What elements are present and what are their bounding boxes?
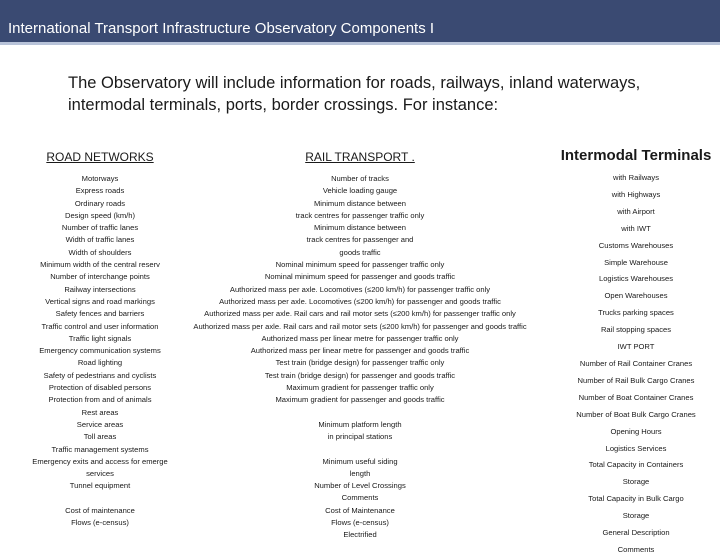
road-networks-item: Minimum width of the central reserv bbox=[40, 260, 160, 270]
intermodal-terminals-item: with Airport bbox=[617, 206, 655, 216]
intro-line-1: The Observatory will include information for roads, railways, inland waterways, bbox=[68, 74, 641, 92]
rail-transport-item: Vehicle loading gauge bbox=[322, 186, 398, 196]
rail-transport-item: Number of Level Crossings bbox=[314, 481, 406, 491]
rail-transport-item: in principal stations bbox=[327, 431, 393, 441]
intermodal-terminals-item: Number of Boat Container Cranes bbox=[578, 392, 694, 402]
rail-transport-column bbox=[168, 150, 552, 542]
slide-title: International Transport Infrastructure Observatory Components I bbox=[8, 20, 435, 37]
rail-transport-item: Authorized mass per axle. Rail cars and rail motor sets (≤200 km/h) for passenger and goods traffic bbox=[193, 321, 527, 331]
rail-transport-item: Maximum gradient for passenger traffic only bbox=[286, 383, 434, 393]
rail-transport-heading: RAIL TRANSPORT . bbox=[305, 150, 415, 164]
intermodal-terminals-item: Storage bbox=[622, 477, 650, 487]
rail-transport-item: track centres for passenger and bbox=[306, 235, 414, 245]
intermodal-terminals-item: Comments bbox=[617, 544, 655, 554]
rail-transport-item: goods traffic bbox=[339, 247, 381, 257]
rail-transport-item: Nominal minimum speed for passenger traffic only bbox=[275, 260, 445, 270]
rail-transport-item: Test train (bridge design) for passenger and goods traffic bbox=[264, 370, 456, 380]
intermodal-terminals-item: Number of Rail Container Cranes bbox=[579, 358, 693, 368]
road-networks-item: Rest areas bbox=[81, 407, 119, 417]
intermodal-terminals-item: Rail stopping spaces bbox=[600, 325, 672, 335]
road-networks-item: Number of interchange points bbox=[50, 272, 150, 282]
road-networks-item bbox=[12, 493, 188, 505]
intermodal-terminals-item: with Highways bbox=[611, 189, 661, 199]
road-networks-item: Tunnel equipment bbox=[69, 481, 131, 491]
road-networks-item: Flows (e-census) bbox=[71, 518, 129, 528]
intermodal-terminals-item: Logistics Warehouses bbox=[598, 274, 673, 284]
intermodal-terminals-item: Logistics Services bbox=[605, 443, 667, 453]
road-networks-item: Ordinary roads bbox=[74, 198, 126, 208]
road-networks-column bbox=[12, 150, 188, 530]
rail-transport-item: Number of tracks bbox=[331, 174, 389, 183]
rail-transport-item: Electrified bbox=[343, 530, 377, 540]
rail-transport-item: Maximum gradient for passenger and goods traffic bbox=[275, 395, 445, 405]
intermodal-terminals-item: IWT PORT bbox=[617, 342, 655, 352]
intermodal-terminals-item: Total Capacity in Containers bbox=[588, 460, 684, 470]
road-networks-item: Number of traffic lanes bbox=[61, 223, 139, 233]
road-networks-list bbox=[12, 173, 188, 530]
rail-transport-item: track centres for passenger traffic only bbox=[295, 210, 425, 220]
title-bar bbox=[0, 0, 720, 42]
rail-transport-item: Authorized mass per linear metre for passenger and goods traffic bbox=[250, 346, 470, 356]
rail-transport-item: Authorized mass per linear metre for passenger traffic only bbox=[261, 333, 459, 343]
road-networks-item: Traffic control and user information bbox=[41, 321, 159, 331]
rail-transport-item: Comments bbox=[341, 493, 379, 503]
road-networks-item: Emergency exits and access for emerge bbox=[32, 456, 168, 466]
rail-transport-item: Minimum useful siding bbox=[322, 456, 398, 466]
road-networks-item: Safety fences and barriers bbox=[55, 309, 145, 319]
intermodal-terminals-item: with Railways bbox=[613, 173, 659, 182]
road-networks-item: Service areas bbox=[76, 419, 124, 429]
rail-transport-item: Minimum distance between bbox=[313, 223, 406, 233]
road-networks-item: Safety of pedestrians and cyclists bbox=[43, 370, 157, 380]
intermodal-terminals-item: Total Capacity in Bulk Cargo bbox=[588, 494, 684, 504]
rail-transport-item bbox=[168, 443, 552, 455]
rail-transport-item: Nominal minimum speed for passenger and goods traffic bbox=[264, 272, 456, 282]
intro-paragraph bbox=[68, 72, 668, 116]
intermodal-terminals-item: General Description bbox=[602, 528, 670, 538]
rail-transport-item: length bbox=[349, 468, 371, 478]
intermodal-terminals-item: Storage bbox=[622, 511, 650, 521]
road-networks-item: Motorways bbox=[81, 174, 119, 183]
road-networks-item: Protection of disabled persons bbox=[48, 383, 152, 393]
rail-transport-item: Authorized mass per axle. Locomotives (≤200 km/h) for passenger traffic only bbox=[229, 284, 491, 294]
road-networks-item: Vertical signs and road markings bbox=[45, 296, 155, 306]
rail-transport-item: Test train (bridge design) for passenger traffic only bbox=[275, 358, 445, 368]
rail-transport-list-2 bbox=[168, 419, 552, 542]
intermodal-terminals-item: Simple Warehouse bbox=[604, 257, 668, 267]
rail-transport-item: Authorized mass per axle. Rail cars and rail motor sets (≤200 km/h) for passenger traffic only bbox=[204, 309, 516, 319]
rail-transport-item: Authorized mass per axle. Locomotives (≤200 km/h) for passenger and goods traffic bbox=[219, 296, 501, 306]
road-networks-item: Traffic management systems bbox=[51, 444, 149, 454]
road-networks-item: Protection from and of animals bbox=[48, 395, 152, 405]
rail-transport-item: Flows (e-census) bbox=[331, 518, 389, 528]
rail-gap bbox=[168, 407, 552, 419]
intermodal-terminals-item: Trucks parking spaces bbox=[598, 308, 674, 318]
intermodal-terminals-list bbox=[556, 170, 716, 559]
rail-transport-list bbox=[168, 173, 552, 407]
road-networks-item: Road lighting bbox=[77, 358, 123, 368]
intermodal-terminals-item: Customs Warehouses bbox=[598, 240, 674, 250]
intermodal-terminals-item: Number of Rail Bulk Cargo Cranes bbox=[577, 375, 695, 385]
road-networks-item: Width of shoulders bbox=[68, 247, 132, 257]
road-networks-item: services bbox=[86, 469, 114, 479]
road-networks-item: Railway intersections bbox=[64, 284, 136, 294]
title-divider bbox=[0, 42, 720, 45]
road-networks-item: Emergency communication systems bbox=[39, 346, 161, 356]
intermodal-terminals-item: Open Warehouses bbox=[604, 291, 668, 301]
road-networks-item: Cost of maintenance bbox=[65, 506, 135, 516]
intermodal-terminals-item: Number of Boat Bulk Cargo Cranes bbox=[576, 409, 696, 419]
road-networks-heading: ROAD NETWORKS bbox=[46, 150, 154, 164]
road-networks-item: Express roads bbox=[75, 186, 125, 196]
rail-transport-item: Minimum platform length bbox=[318, 419, 402, 429]
road-networks-item: Width of traffic lanes bbox=[65, 235, 135, 245]
intermodal-terminals-item: Opening Hours bbox=[610, 426, 662, 436]
intermodal-terminals-heading: Intermodal Terminals bbox=[560, 147, 712, 164]
road-networks-item: Traffic light signals bbox=[68, 333, 132, 343]
intermodal-terminals-column bbox=[556, 147, 716, 559]
intermodal-terminals-item: with IWT bbox=[621, 223, 651, 233]
intro-line-2: intermodal terminals, ports, border crossings. For instance: bbox=[68, 96, 499, 114]
road-networks-item: Design speed (km/h) bbox=[64, 210, 136, 220]
rail-transport-item: Minimum distance between bbox=[313, 198, 406, 208]
road-networks-item: Toll areas bbox=[83, 432, 117, 442]
rail-transport-item: Cost of Maintenance bbox=[325, 505, 395, 515]
